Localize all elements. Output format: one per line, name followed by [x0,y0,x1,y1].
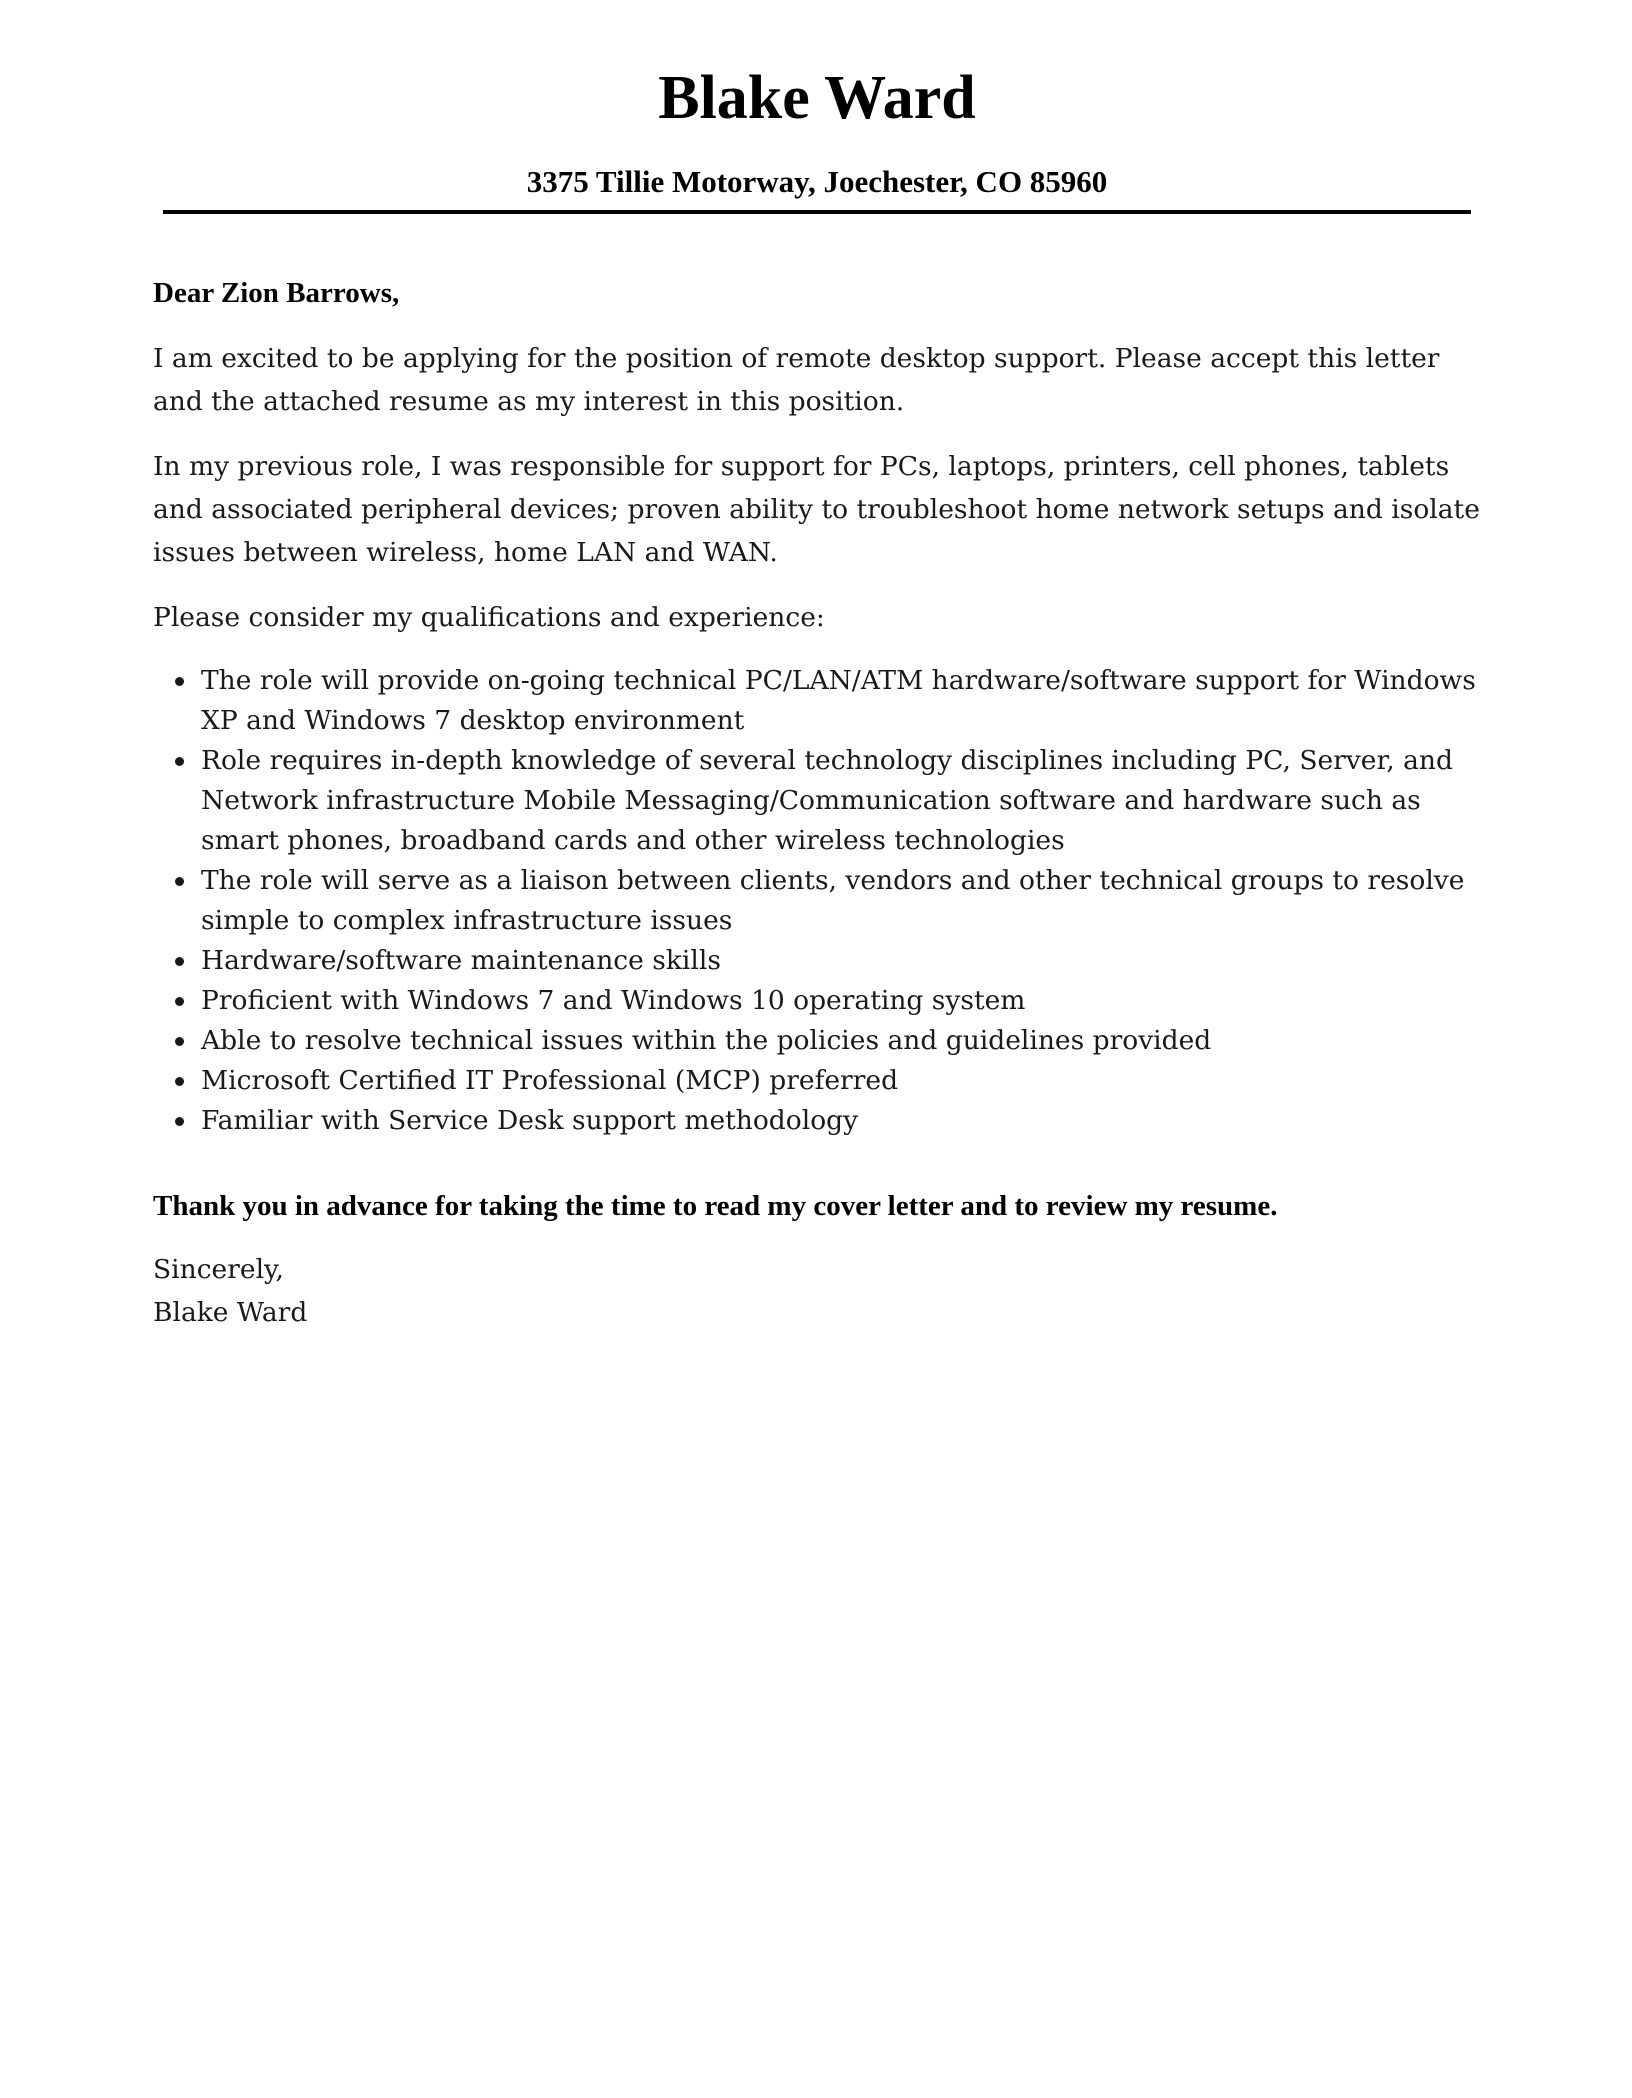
letter-header [163,58,1471,202]
bullet-icon [175,957,184,966]
closing-statement: Thank you in advance for taking the time to read my cover letter and to review my resume. [153,1190,1278,1222]
list-item [201,661,1483,741]
intro-paragraph: I am excited to be applying for the position of remote desktop support. Please accept this letter and the attached resume as my interest in this position. [153,343,1440,417]
list-item [201,941,1483,981]
list-item-text: The role will provide on-going technical PC/LAN/ATM hardware/software support for Windows XP and Windows 7 desktop environment [201,665,1476,736]
list-item-text: Hardware/software maintenance skills [201,945,721,976]
list-item [201,1021,1483,1061]
salutation: Dear Zion Barrows, [153,277,400,309]
list-item [201,1061,1483,1101]
qualifications-list [153,661,1483,1141]
header-divider [163,210,1471,214]
list-item-text: Familiar with Service Desk support methodology [201,1105,859,1136]
signoff: Sincerely, [153,1254,284,1285]
bullet-icon [175,757,184,766]
list-item [201,981,1483,1021]
list-item-text: Able to resolve technical issues within the policies and guidelines provided [201,1025,1212,1056]
experience-paragraph: In my previous role, I was responsible for support for PCs, laptops, printers, cell phones, tablets and associated peripheral devices; proven ability to troubleshoot home network setups and isolate issues between wireless, home LAN and WAN. [153,451,1480,568]
list-item [201,1101,1483,1141]
sender-address: 3375 Tillie Motorway, Joechester, CO 85960 [526,164,1108,199]
list-item [201,861,1483,941]
sender-name: Blake Ward [658,64,976,132]
list-item [201,741,1483,861]
list-item-text: Microsoft Certified IT Professional (MCP) preferred [201,1065,899,1096]
qualifications-intro: Please consider my qualifications and experience: [153,602,825,633]
bullet-icon [175,997,184,1006]
list-item-text: Proficient with Windows 7 and Windows 10 operating system [201,985,1026,1016]
bullet-icon [175,1117,184,1126]
list-item-text: The role will serve as a liaison between clients, vendors and other technical groups to resolve simple to complex infrastructure issues [201,865,1465,936]
letter-body [153,272,1483,1334]
signature-name: Blake Ward [153,1297,308,1328]
bullet-icon [175,1077,184,1086]
list-item-text: Role requires in-depth knowledge of several technology disciplines including PC, Server, and Network infrastructure Mobile Messaging/Communication software and hardware such as smart phones, broadband cards and other wireless technologies [201,745,1453,856]
bullet-icon [175,677,184,686]
bullet-icon [175,877,184,886]
bullet-icon [175,1037,184,1046]
